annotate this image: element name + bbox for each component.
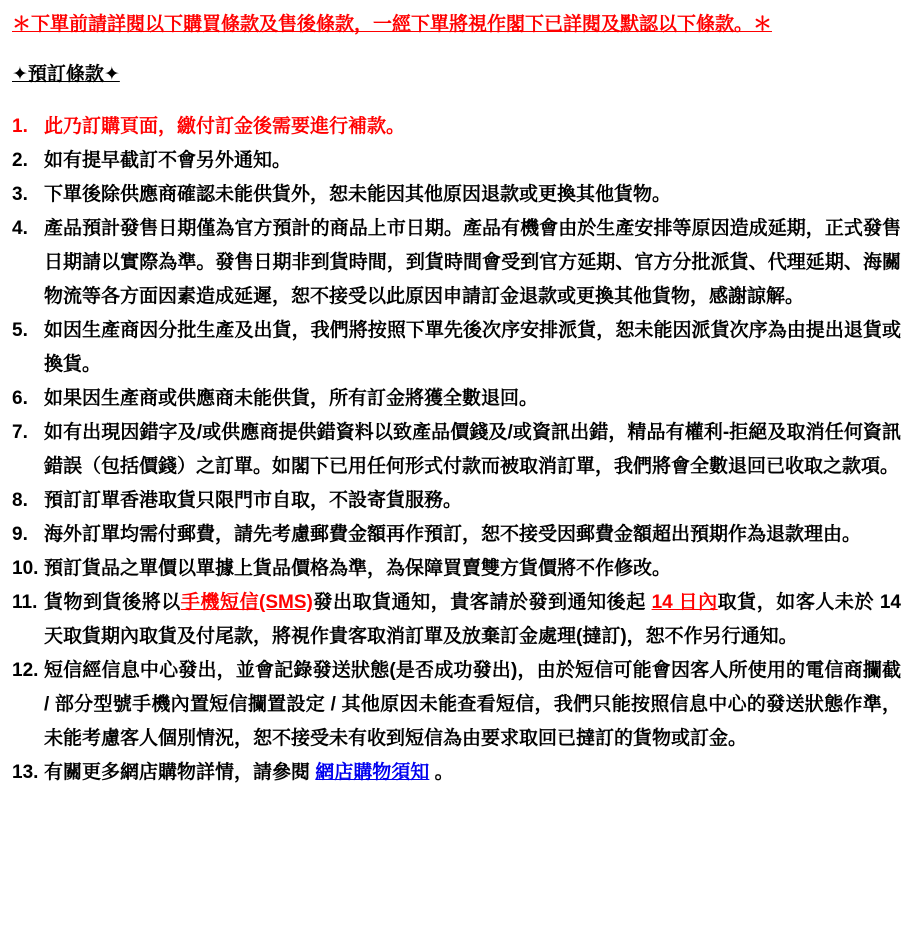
term-text-plain: 如有提早截訂不會另外通知。 [44,150,292,171]
term-text [44,416,901,484]
term-text [44,110,901,144]
term-item [12,178,901,212]
term-text-plain: 如有出現因錯字及/或供應商提供錯資料以致產品價錢及/或資訊出錯，精品有權利-拒絕及取消任何資訊錯誤（包括價錢）之訂單。如閣下已用任何形式付款而被取消訂單，我們將會全數退回已收取之款項。 [44,422,901,477]
term-text [44,382,901,416]
term-text-plain: 如因生產商因分批生產及出貨，我們將按照下單先後次序安排派貨，恕未能因派貨次序為由提出退貨或換貨。 [44,320,901,375]
term-item [12,586,901,654]
term-text-plain: 下單後除供應商確認未能供貨外，恕未能因其他原因退款或更換其他貨物。 [44,184,672,205]
term-number: 2. [12,150,28,171]
sms-highlight: 手機短信(SMS) [180,592,313,613]
term-text [44,178,901,212]
term-text-plain: 產品預計發售日期僅為官方預計的商品上市日期。產品有機會由於生產安排等原因造成延期，正式發售日期請以實際為準。發售日期非到貨時間，到貨時間會受到官方延期、官方分批派貨、代理延期、海關物流等各方面因素造成延遲，恕不接受以此原因申請訂金退款或更換其他貨物，感謝諒解。 [44,218,901,307]
term-number: 5. [12,320,28,341]
term-text-plain: 取貨，如客人未於 14 天取貨期內取貨及付尾款，將視作貴客取消訂單及放棄訂金處理(撻訂)，恕不作另行通知。 [44,592,901,647]
term-item [12,484,901,518]
terms-list [12,110,901,790]
term-number: 11. [12,592,38,613]
term-text [44,586,901,654]
term-text-plain: 有關更多網店購物詳情，請參閱 [44,762,316,783]
term-number: 13. [12,762,39,783]
term-number: 9. [12,524,28,545]
term-item [12,212,901,314]
term-text [44,314,901,382]
term-text-plain: 發出取貨通知，貴客請於發到通知後起 [312,592,652,613]
term-number: 7. [12,422,28,443]
terms-page [12,12,901,790]
term-item [12,416,901,484]
term-number: 6. [12,388,28,409]
term-text-plain: 。 [429,762,454,783]
term-item [12,144,901,178]
shop-guide-link[interactable]: 網店購物須知 [315,762,430,783]
term-text [44,212,901,314]
term-text [44,484,901,518]
pickup-deadline-highlight: 14 日內 [651,592,718,613]
term-text-plain: 貨物到貨後將以 [44,592,181,613]
term-text [44,756,901,790]
term-number: 3. [12,184,28,205]
term-item [12,110,901,144]
term-number: 8. [12,490,28,511]
term-number: 1. [12,116,28,137]
pre-order-notice: ＊下單前請詳閱以下購買條款及售後條款，一經下單將視作閣下已詳閱及默認以下條款。＊ [12,14,773,35]
term-item [12,382,901,416]
term-text-plain: 海外訂單均需付郵費，請先考慮郵費金額再作預訂，恕不接受因郵費金額超出預期作為退款理由。 [44,524,862,545]
term-text [44,552,901,586]
term-text [44,518,901,552]
term-item [12,654,901,756]
term-text [44,654,901,756]
term-item [12,518,901,552]
term-item [12,552,901,586]
term-text-plain: 此乃訂購頁面，繳付訂金後需要進行補款。 [44,116,406,137]
term-text-plain: 短信經信息中心發出，並會記錄發送狀態(是否成功發出)，由於短信可能會因客人所使用的電信商攔截 / 部分型號手機內置短信攔置設定 / 其他原因未能查看短信，我們只能按照信息中心的發送狀態作準，未能考慮客人個別情況，恕不接受未有收到短信為由要求取回已撻訂的貨物或訂金。 [44,660,901,749]
term-item [12,314,901,382]
term-text-plain: 如果因生產商或供應商未能供貨，所有訂金將獲全數退回。 [44,388,539,409]
term-number: 10. [12,558,39,579]
term-text-plain: 預訂訂單香港取貨只限門市自取，不設寄貨服務。 [44,490,463,511]
term-number: 12. [12,660,39,681]
term-item [12,756,901,790]
term-text-plain: 預訂貨品之單價以單據上貨品價格為準，為保障買賣雙方貨價將不作修改。 [44,558,672,579]
section-title: ✦預訂條款✦ [12,64,120,85]
term-text [44,144,901,178]
term-number: 4. [12,218,28,239]
